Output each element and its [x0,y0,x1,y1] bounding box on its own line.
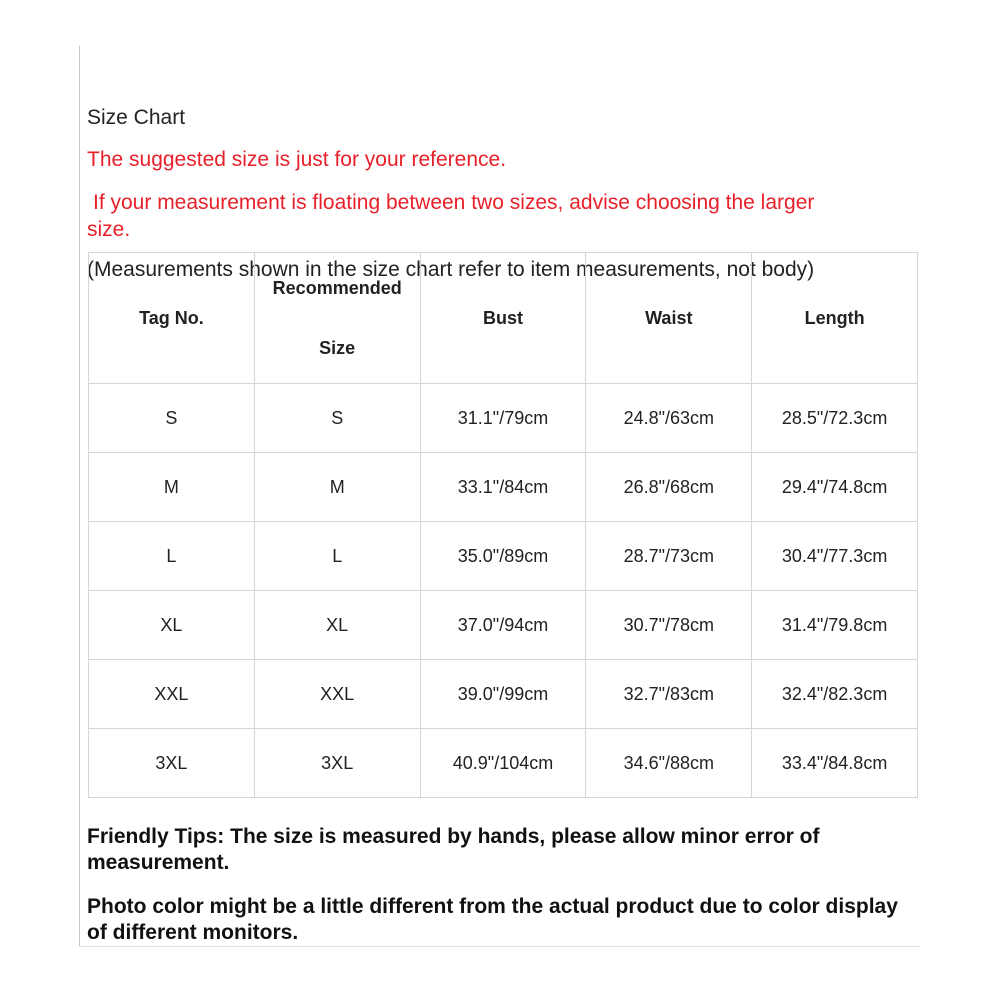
table-row [89,729,918,798]
cell-waist: 24.8"/63cm [586,384,752,453]
header-bust: Bust [420,253,586,384]
measurement-note: (Measurements shown in the size chart refer to item measurements, not body) [87,258,815,281]
cell-tag: XL [89,591,255,660]
header-waist: Waist [586,253,752,384]
reference-note: The suggested size is just for your reference. [87,148,507,171]
cell-tag: L [89,522,255,591]
cell-recommended: M [254,453,420,522]
cell-waist: 30.7"/78cm [586,591,752,660]
friendly-tips: Friendly Tips: The size is measured by hands, please allow minor error of measurement. [87,825,820,874]
cell-recommended: XXL [254,660,420,729]
cell-recommended: 3XL [254,729,420,798]
cell-tag: XXL [89,660,255,729]
cell-waist: 26.8"/68cm [586,453,752,522]
header-size-label: Size [319,338,356,358]
cell-length: 31.4"/79.8cm [752,591,918,660]
header-length: Length [752,253,918,384]
cell-waist: 28.7"/73cm [586,522,752,591]
floating-size-note: If your measurement is floating between two sizes, advise choosing the larger [93,191,815,214]
photo-color-note: Photo color might be a little different from the actual product due to color display of different monitors. [87,895,898,944]
header-recommended-label: Recommended [272,278,402,298]
floating-size-note-continued: size. [87,218,131,241]
header-recommended-size [254,253,420,384]
table-header-row [89,253,918,384]
cell-length: 29.4"/74.8cm [752,453,918,522]
page-title: Size Chart [87,106,186,129]
header-tag-no: Tag No. [89,253,255,384]
cell-recommended: L [254,522,420,591]
cell-length: 32.4"/82.3cm [752,660,918,729]
cell-bust: 33.1"/84cm [420,453,586,522]
cell-bust: 37.0"/94cm [420,591,586,660]
cell-bust: 31.1"/79cm [420,384,586,453]
cell-tag: M [89,453,255,522]
cell-bust: 35.0"/89cm [420,522,586,591]
cell-length: 28.5"/72.3cm [752,384,918,453]
cell-recommended: XL [254,591,420,660]
table-row [89,591,918,660]
cell-recommended: S [254,384,420,453]
cell-waist: 34.6"/88cm [586,729,752,798]
cell-length: 30.4"/77.3cm [752,522,918,591]
table-row [89,384,918,453]
cell-bust: 40.9"/104cm [420,729,586,798]
table-row [89,522,918,591]
cell-tag: S [89,384,255,453]
cell-tag: 3XL [89,729,255,798]
bottom-divider [79,946,921,947]
cell-length: 33.4"/84.8cm [752,729,918,798]
cell-waist: 32.7"/83cm [586,660,752,729]
cell-bust: 39.0"/99cm [420,660,586,729]
table-row [89,453,918,522]
table-row [89,660,918,729]
size-table [88,252,918,798]
